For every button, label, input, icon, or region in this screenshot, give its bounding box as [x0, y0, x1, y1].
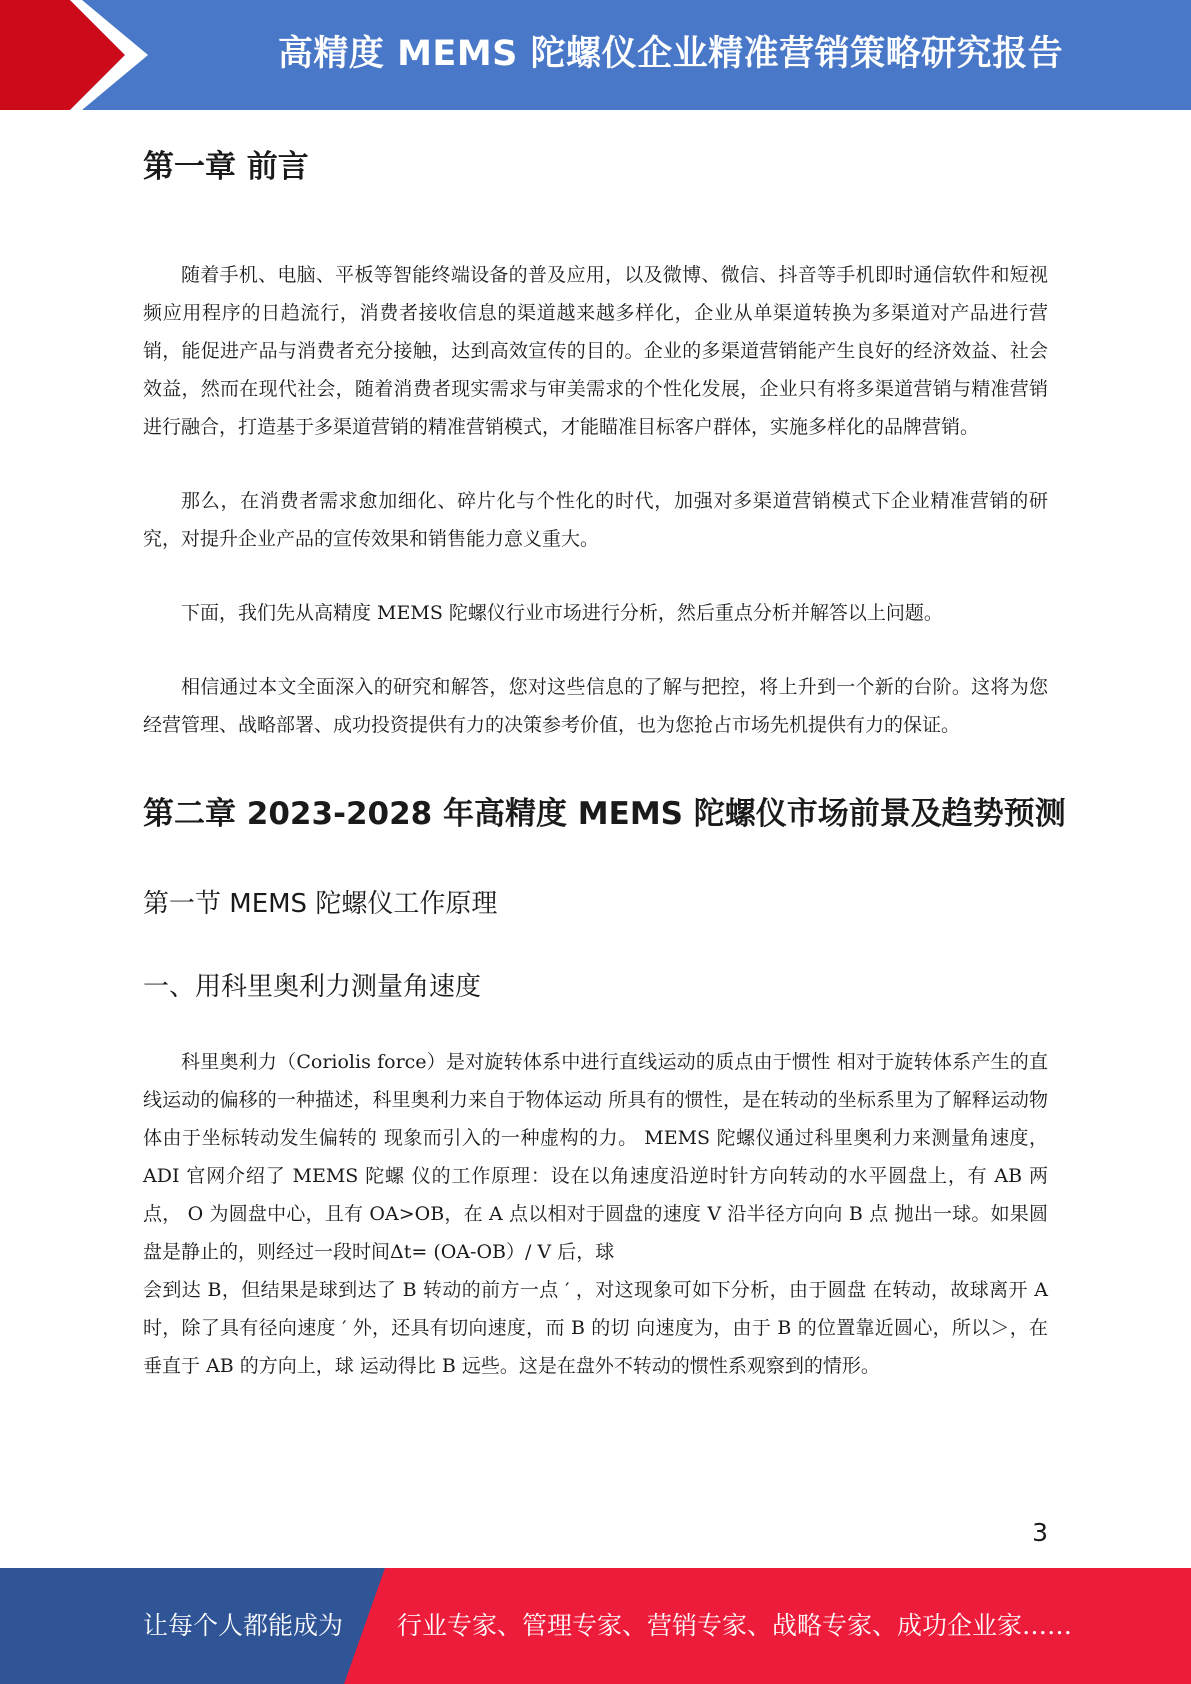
- chapter-2-title: 第二章 2023-2028 年高精度 MEMS 陀螺仪市场前景及趋势预测: [143, 796, 1066, 832]
- chapter-2-paragraph-1a: 科里奥利力（Coriolis force）是对旋转体系中进行直线运动的质点由于惯性 相对于旋转体系产生的直线运动的偏移的一种描述，科里奥利力来自于物体运动 所具有的惯性，是在转动的坐标系里为了解释运动物体由于坐标转动发生偏转的 现象而引入的一种虚构的力。 MEMS 陀螺仪通过科里奥利力来测量角速度，ADI 官网介绍了 MEMS 陀螺 仪的工作原理：设在以角速度沿逆时针方向转动的水平圆盘上，有 AB 两点， O 为圆盘中心，且有 OA>OB，在 A 点以相对于圆盘的速度 V 沿半径方向向 B 点 抛出一球。如果圆盘是静止的，则经过一段时间Δt= (OA-OB）/ V 后，球: [143, 1051, 1048, 1263]
- chapter-1-paragraph-3: 下面，我们先从高精度 MEMS 陀螺仪行业市场进行分析，然后重点分析并解答以上问题。: [181, 602, 943, 624]
- report-title: 高精度 MEMS 陀螺仪企业精准营销策略研究报告: [277, 34, 1064, 74]
- document-body: [143, 135, 1066, 1385]
- chapter-1-title: 第一章 前言: [143, 149, 309, 185]
- page-number: 3: [1032, 1518, 1048, 1547]
- footer-banner: [0, 1568, 1191, 1684]
- subsection-1-title: 一、用科里奥利力测量角速度: [143, 972, 482, 1002]
- chapter-2-paragraph-1b: 会到达 B，但结果是球到达了 B 转动的前方一点 ′ ，对这现象可如下分析，由于圆盘 在转动，故球离开 A 时，除了具有径向速度 ′ 外，还具有切向速度，而 B 的切 向速度为，由于 B 的位置靠近圆心，所以＞，在垂直于 AB 的方向上，球 运动得比 B 远些。这是在盘外不转动的惯性系观察到的情形。: [143, 1279, 1048, 1377]
- chapter-1-paragraph-4: 相信通过本文全面深入的研究和解答，您对这些信息的了解与把控，将上升到一个新的台阶。这将为您经营管理、战略部署、成功投资提供有力的决策参考价值，也为您抢占市场先机提供有力的保证。: [143, 676, 1048, 736]
- footer-slogan-left: 让每个人都能成为: [143, 1611, 344, 1640]
- chapter-1-paragraph-1: 随着手机、电脑、平板等智能终端设备的普及应用，以及微博、微信、抖音等手机即时通信软件和短视频应用程序的日趋流行，消费者接收信息的渠道越来越多样化，企业从单渠道转换为多渠道对产品进行营销，能促进产品与消费者充分接触，达到高效宣传的目的。企业的多渠道营销能产生良好的经济效益、社会效益，然而在现代社会，随着消费者现实需求与审美需求的个性化发展，企业只有将多渠道营销与精准营销进行融合，打造基于多渠道营销的精准营销模式，才能瞄准目标客户群体，实施多样化的品牌营销。: [143, 264, 1048, 438]
- header-banner: [0, 0, 1191, 110]
- footer-slogan-right: 行业专家、管理专家、营销专家、战略专家、成功企业家……: [397, 1611, 1073, 1640]
- header-arrow-decoration: [0, 0, 160, 110]
- section-1-title: 第一节 MEMS 陀螺仪工作原理: [143, 889, 498, 919]
- chapter-1-paragraph-2: 那么，在消费者需求愈加细化、碎片化与个性化的时代，加强对多渠道营销模式下企业精准营销的研究，对提升企业产品的宣传效果和销售能力意义重大。: [143, 490, 1048, 550]
